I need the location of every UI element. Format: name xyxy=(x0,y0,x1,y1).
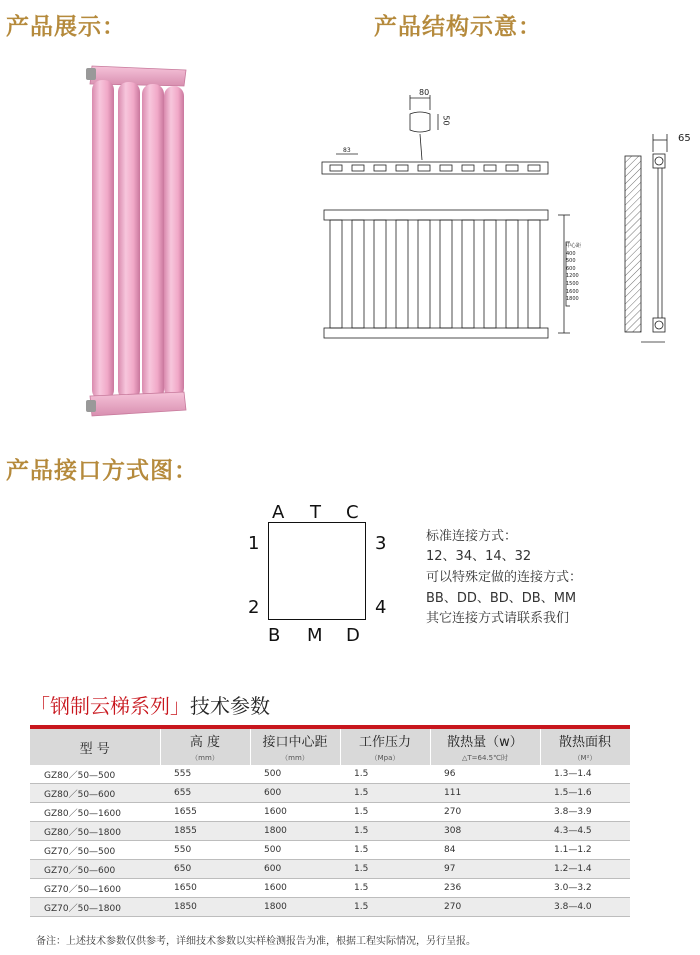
spec-section xyxy=(30,690,630,917)
connection-box xyxy=(268,522,366,620)
table-row: GZ80／50—1800 1855 1800 1.5 308 4.3—4.5 xyxy=(30,822,630,841)
radiator-image xyxy=(78,58,193,428)
spec-note: 备注：上述技术参数仅供参考，详细技术参数以实样检测报告为准，根据工程实际情况，另行呈报。 xyxy=(36,936,476,947)
port-label-d: D xyxy=(346,625,360,646)
table-row: GZ70／50—500 550 500 1.5 84 1.1—1.2 xyxy=(30,841,630,860)
center-distance-list: 中心距 400 500 600 1200 1500 1600 1800 xyxy=(566,243,582,303)
header-center-distance: 接口中心距 （mm） xyxy=(250,729,340,765)
spec-title-series: 钢制云梯系列 xyxy=(50,694,170,718)
dim-pitch: 83 xyxy=(343,147,351,154)
connection-text-line-4: BB、DD、BD、DB、MM xyxy=(426,591,577,606)
connection-text-line-1: 标准连接方式： xyxy=(426,529,518,544)
table-row: GZ70／50—1600 1650 1600 1.5 236 3.0—3.2 xyxy=(30,879,630,898)
port-label-2: 2 xyxy=(248,597,260,618)
spec-title-bracket-open: 「 xyxy=(30,694,50,718)
port-label-t: T xyxy=(310,502,321,523)
spec-title-bracket-close: 」 xyxy=(170,694,190,718)
connection-heading: 产品接口方式图： xyxy=(6,458,198,484)
port-label-4: 4 xyxy=(375,597,387,618)
table-row: GZ80／50—600 655 600 1.5 111 1.5—1.6 xyxy=(30,784,630,803)
port-label-a: A xyxy=(272,502,285,523)
spec-title xyxy=(30,690,630,719)
dim-top-width: 80 xyxy=(419,88,430,97)
table-row: GZ80／50—1600 1655 1600 1.5 270 3.8—3.9 xyxy=(30,803,630,822)
header-height: 高 度 （mm） xyxy=(160,729,250,765)
spec-table xyxy=(30,729,631,917)
port-label-3: 3 xyxy=(375,533,387,554)
port-label-1: 1 xyxy=(248,533,260,554)
port-label-m: M xyxy=(307,625,323,646)
spec-header-row xyxy=(30,729,630,765)
dim-side-width: 65 xyxy=(678,133,691,144)
port-label-b: B xyxy=(268,625,281,646)
side-view-drawing xyxy=(615,130,695,350)
connection-text-line-3: 可以特殊定做的连接方式： xyxy=(426,570,583,585)
table-row: GZ80／50—500 555 500 1.5 96 1.3—1.4 xyxy=(30,765,630,784)
product-display-heading: 产品展示： xyxy=(6,14,126,40)
table-row: GZ70／50—600 650 600 1.5 97 1.2—1.4 xyxy=(30,860,630,879)
header-model: 型 号 xyxy=(30,729,160,765)
header-area: 散热面积 （M²） xyxy=(540,729,630,765)
header-pressure: 工作压力 （Mpa） xyxy=(340,729,430,765)
table-row: GZ70／50—1800 1850 1800 1.5 270 3.8—4.0 xyxy=(30,898,630,917)
dim-top-height: 50 xyxy=(441,115,451,126)
structure-drawing xyxy=(310,90,570,350)
spec-title-rest: 技术参数 xyxy=(190,694,270,718)
connection-text-line-5: 其它连接方式请联系我们 xyxy=(426,611,570,626)
header-heat-output: 散热量（w） △T=64.5℃时 xyxy=(430,729,540,765)
port-label-c: C xyxy=(346,502,359,523)
connection-text-line-2: 12、34、14、32 xyxy=(426,549,532,564)
structure-heading: 产品结构示意： xyxy=(374,14,542,40)
